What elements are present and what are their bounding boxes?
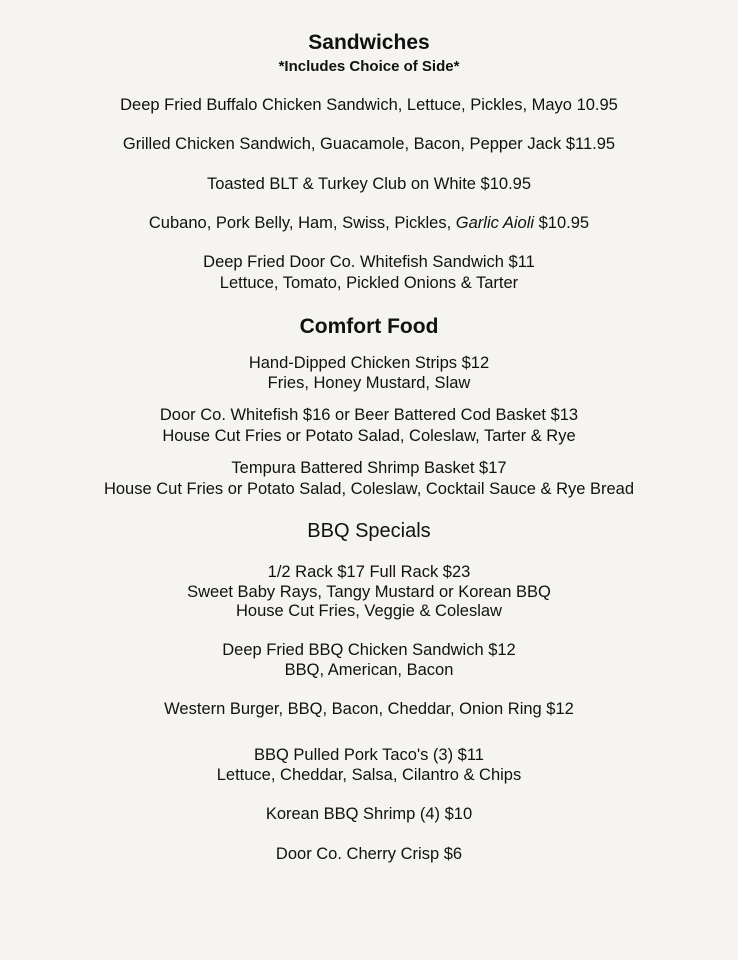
menu-item: Hand-Dipped Chicken Strips $12 <box>248 354 490 372</box>
menu-item <box>0 213 738 233</box>
menu-item: Door Co. Whitefish $16 or Beer Battered Cod Basket $13 <box>159 406 579 424</box>
menu-item-price: $10.95 <box>534 214 590 232</box>
menu-item-detail: House Cut Fries or Potato Salad, Coleslaw, Cocktail Sauce & Rye Bread <box>103 480 635 498</box>
menu-item: Western Burger, BBQ, Bacon, Cheddar, Onion Ring $12 <box>164 700 574 718</box>
menu-item: 1/2 Rack $17 Full Rack $23 <box>267 563 471 581</box>
menu-item: Deep Fried Door Co. Whitefish Sandwich $11 <box>203 253 535 271</box>
menu-item-detail: House Cut Fries or Potato Salad, Coleslaw, Tarter & Rye <box>162 427 576 445</box>
sandwiches-heading: Sandwiches <box>308 31 430 54</box>
sandwiches-subheading: *Includes Choice of Side* <box>278 58 460 75</box>
menu-item: Korean BBQ Shrimp (4) $10 <box>265 805 473 823</box>
comfort-food-heading: Comfort Food <box>299 315 439 338</box>
menu-item: Deep Fried Buffalo Chicken Sandwich, Lettuce, Pickles, Mayo 10.95 <box>120 96 618 114</box>
menu-item: BBQ Pulled Pork Taco's (3) $11 <box>254 746 484 764</box>
menu-item: Grilled Chicken Sandwich, Guacamole, Bacon, Pepper Jack $11.95 <box>122 135 616 153</box>
menu-item-detail: House Cut Fries, Veggie & Coleslaw <box>236 602 502 620</box>
bbq-specials-heading: BBQ Specials <box>307 520 431 542</box>
menu-item-detail: Lettuce, Cheddar, Salsa, Cilantro & Chips <box>216 766 522 784</box>
menu-item: Door Co. Cherry Crisp $6 <box>275 845 463 863</box>
menu-item: Deep Fried BBQ Chicken Sandwich $12 <box>222 641 516 659</box>
menu-item-detail: Fries, Honey Mustard, Slaw <box>267 374 471 392</box>
menu-item-detail: Sweet Baby Rays, Tangy Mustard or Korean BBQ <box>187 583 551 601</box>
menu-item-detail: Lettuce, Tomato, Pickled Onions & Tarter <box>219 274 519 292</box>
menu-item-italic: Garlic Aioli <box>455 214 535 232</box>
menu-item: Toasted BLT & Turkey Club on White $10.95 <box>206 175 532 193</box>
menu-item: Tempura Battered Shrimp Basket $17 <box>231 459 507 477</box>
menu-item-text: Cubano, Pork Belly, Ham, Swiss, Pickles, <box>148 214 456 232</box>
menu-item-detail: BBQ, American, Bacon <box>284 661 454 679</box>
